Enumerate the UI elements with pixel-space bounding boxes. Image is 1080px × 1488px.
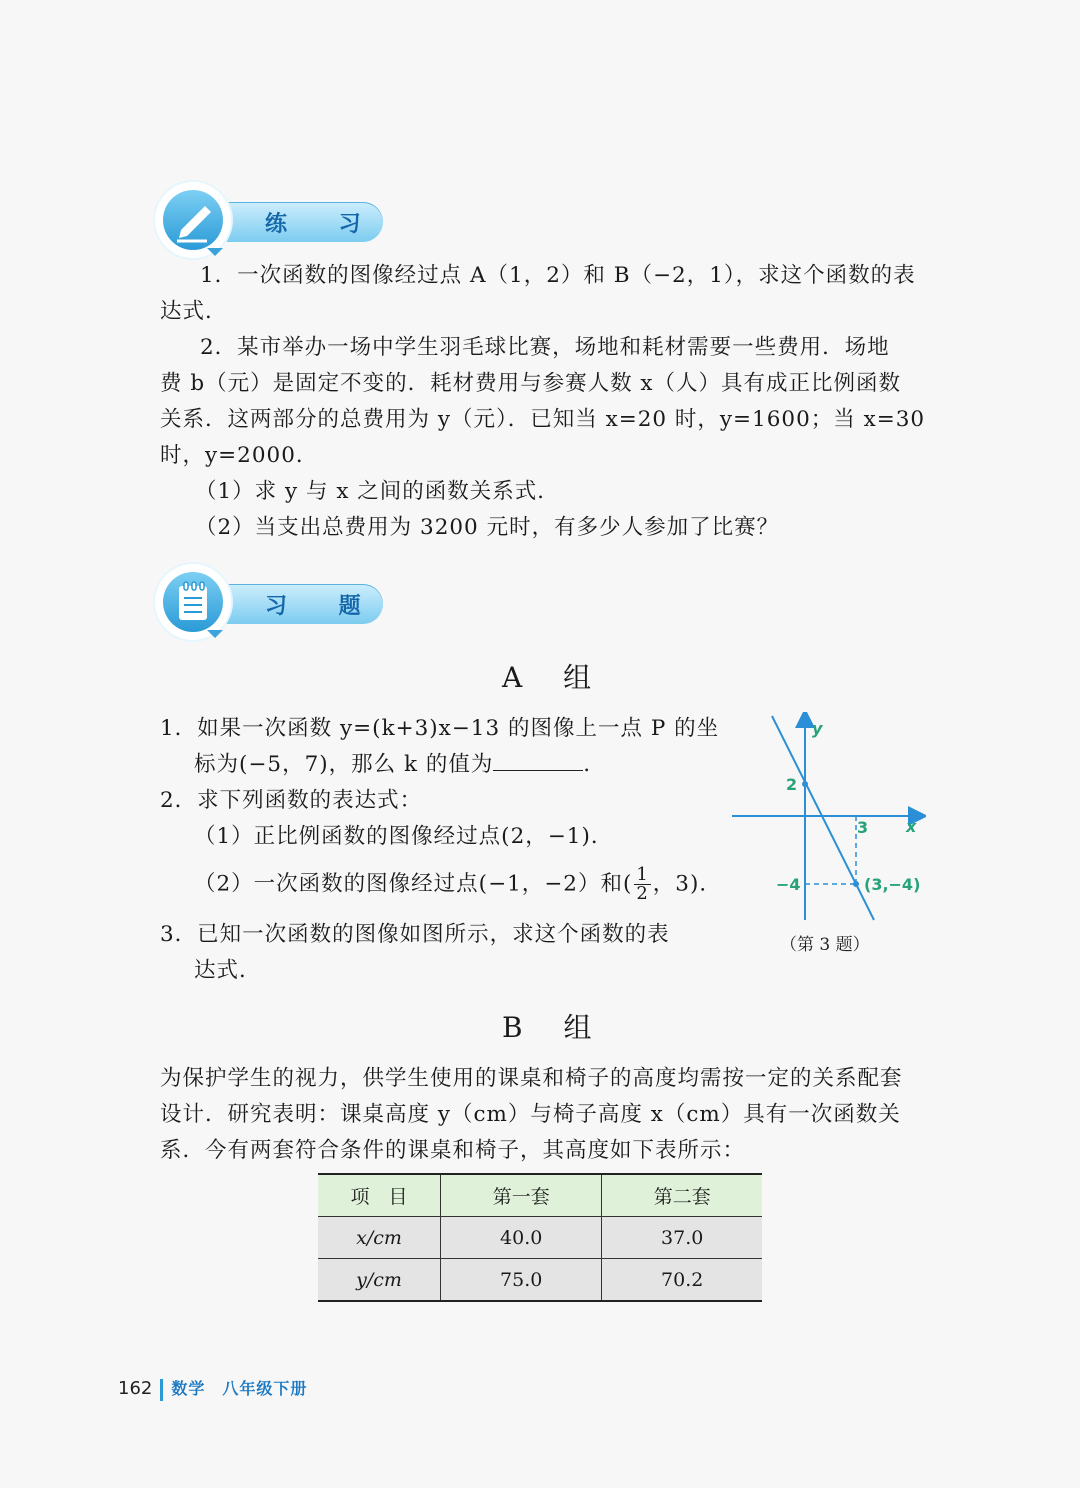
point-0-2: [802, 781, 808, 787]
page-footer: [118, 1376, 307, 1401]
practice-q2-line1: 2．某市举办一场中学生羽毛球比赛，场地和耗材需要一些费用．场地: [200, 335, 890, 360]
group-b-title: B 组: [502, 1011, 608, 1044]
y-axis-label: y: [812, 719, 823, 738]
practice-q2-line3: 关系．这两部分的总费用为 y（元）．已知当 x=20 时，y=1600；当 x=30: [160, 407, 926, 432]
practice-q1-line1: 1．一次函数的图像经过点 A（1，2）和 B（−2，1），求这个函数的表: [200, 263, 916, 288]
label-3: 3: [857, 818, 869, 837]
exercises-banner: [155, 578, 383, 630]
exercises-banner-label: 习 题: [265, 594, 383, 619]
table-row: [318, 1259, 762, 1302]
exercise-a1-line1: 1．如果一次函数 y=(k+3)x−13 的图像上一点 P 的坐: [160, 716, 720, 741]
pencil-icon: [167, 194, 219, 246]
exercise-b-line2: 设计．研究表明：课桌高度 y（cm）与椅子高度 x（cm）具有一次函数关: [160, 1102, 901, 1127]
table-header-cell: 第二套: [602, 1174, 762, 1217]
question-3-graph: [726, 712, 926, 962]
practice-q2-sub1: （1）求 y 与 x 之间的函数关系式．: [195, 479, 560, 504]
height-table: [318, 1173, 762, 1302]
group-a-title: A 组: [502, 661, 608, 694]
table-header-cell: 项 目: [318, 1174, 441, 1217]
fraction-numerator: 1: [636, 864, 649, 885]
banner-circle: [155, 182, 231, 258]
fraction-denominator: 2: [636, 883, 649, 904]
x-axis-label: x: [906, 817, 917, 836]
exercise-a3-line2: 达式．: [194, 958, 262, 983]
table-cell: 37.0: [602, 1217, 762, 1259]
table-header-cell: 第一套: [441, 1174, 602, 1217]
exercise-a2-line1: 2．求下列函数的表达式：: [160, 788, 423, 813]
table-cell: y/cm: [318, 1259, 441, 1302]
practice-q2-line4: 时，y=2000．: [160, 443, 319, 468]
fraction-one-half: [634, 866, 650, 903]
label-neg4: −4: [776, 875, 801, 894]
point-3-neg4: [853, 881, 859, 887]
point-label: (3,−4): [864, 875, 921, 894]
exercise-a2-sub2: [194, 866, 722, 903]
table-cell: 40.0: [441, 1217, 602, 1259]
banner-circle: [155, 564, 231, 640]
page-number: 162: [118, 1378, 153, 1399]
practice-banner: [155, 196, 383, 248]
table-cell: x/cm: [318, 1217, 441, 1259]
table-row: [318, 1217, 762, 1259]
exercise-a1-line2: [194, 747, 606, 783]
label-2: 2: [786, 775, 798, 794]
practice-q2-sub2: （2）当支出总费用为 3200 元时，有多少人参加了比赛？: [195, 515, 780, 540]
footer-divider: [160, 1379, 163, 1401]
table-header-row: [318, 1174, 762, 1217]
answer-blank: [493, 750, 583, 771]
practice-q1-line2: 达式．: [160, 299, 228, 324]
exercise-a2-sub1: （1）正比例函数的图像经过点(2，−1)．: [194, 824, 614, 849]
practice-banner-label: 练 习: [265, 212, 383, 237]
exercise-a2-sub2-pre: （2）一次函数的图像经过点(−1，−2）和(: [194, 871, 633, 897]
practice-q2-line2: 费 b（元）是固定不变的．耗材费用与参赛人数 x（人）具有成正比例函数: [160, 371, 902, 396]
graph-caption: （第 3 题）: [780, 935, 870, 955]
exercise-a1-text: 标为(−5，7)，那么 k 的值为: [194, 752, 494, 777]
table-cell: 75.0: [441, 1259, 602, 1302]
exercise-a1-end: ．: [583, 752, 606, 777]
book-title: 数学 八年级下册: [171, 1379, 308, 1398]
table-cell: 70.2: [602, 1259, 762, 1302]
exercise-b-line3: 系．今有两套符合条件的课桌和椅子，其高度如下表所示：: [160, 1138, 746, 1163]
exercise-a3-line1: 3．已知一次函数的图像如图所示，求这个函数的表: [160, 922, 670, 947]
notepad-icon: [167, 576, 219, 628]
exercise-b-line1: 为保护学生的视力，供学生使用的课桌和椅子的高度均需按一定的关系配套: [160, 1066, 903, 1091]
exercise-a2-sub2-post: ，3)．: [652, 871, 722, 897]
